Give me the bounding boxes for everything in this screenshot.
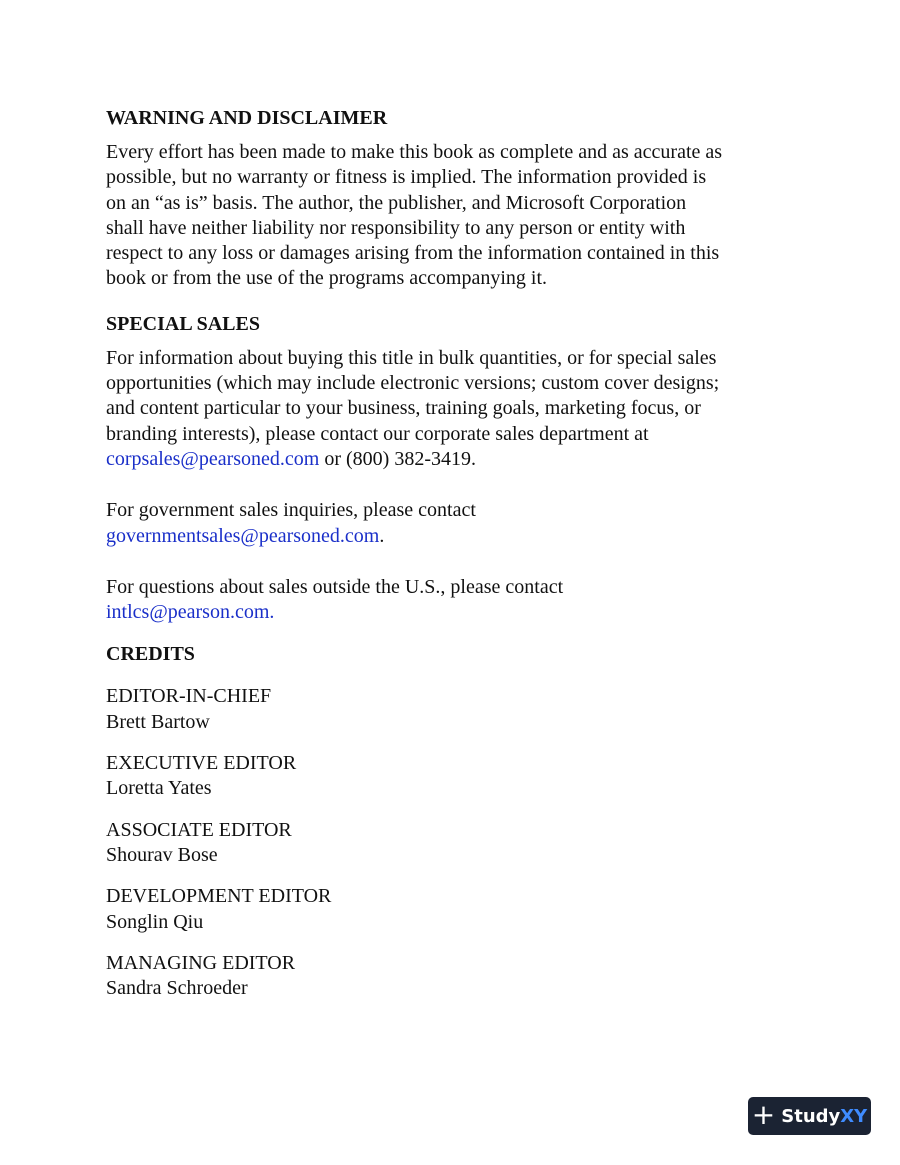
warning-disclaimer-heading: WARNING AND DISCLAIMER xyxy=(106,107,388,129)
international-sales-text xyxy=(106,575,806,626)
credits-list xyxy=(106,684,806,1001)
warning-disclaimer-text xyxy=(106,140,806,292)
credits-heading: CREDITS xyxy=(106,643,195,666)
credit-role: DEVELOPMENT EDITOR xyxy=(106,885,332,908)
corp-sales-phone: or (800) 382-3419. xyxy=(319,447,476,470)
badge-label-main: Study xyxy=(781,1105,841,1127)
credit-name: Brett Bartow xyxy=(106,710,210,733)
plus-icon: + xyxy=(751,1097,776,1131)
warning-line: respect to any loss or damages arising from the information contained in this xyxy=(106,242,720,265)
warning-line: Every effort has been made to make this book as complete and as accurate as xyxy=(106,141,723,163)
badge-label-accent: XY xyxy=(840,1105,868,1127)
warning-line: book or from the use of the programs accompanying it. xyxy=(106,267,547,290)
special-sales-text xyxy=(106,346,806,472)
warning-line: shall have neither liability nor responsibility to any person or entity with xyxy=(106,216,686,239)
credit-role: EXECUTIVE EDITOR xyxy=(106,752,297,775)
credit-name: Shourav Bose xyxy=(106,843,218,866)
studyxy-badge[interactable] xyxy=(748,1097,871,1135)
special-sales-line: and content particular to your business, training goals, marketing focus, or xyxy=(106,397,701,420)
government-sales-text xyxy=(106,498,806,549)
credit-entry xyxy=(106,818,806,869)
credit-entry xyxy=(106,951,806,1002)
credit-name: Sandra Schroeder xyxy=(106,977,248,1000)
credit-name: Songlin Qiu xyxy=(106,910,204,933)
credit-role: MANAGING EDITOR xyxy=(106,951,296,974)
credit-role: EDITOR-IN-CHIEF xyxy=(106,685,272,708)
warning-line: possible, but no warranty or fitness is implied. The information provided is xyxy=(106,166,707,189)
credit-name: Loretta Yates xyxy=(106,777,212,800)
government-sales-contact-line xyxy=(106,524,806,549)
credit-entry xyxy=(106,684,806,735)
special-sales-heading: SPECIAL SALES xyxy=(106,312,260,335)
document-page xyxy=(106,106,806,1001)
international-sales-line: For questions about sales outside the U.S., please contact xyxy=(106,575,564,598)
international-sales-email-link[interactable]: intlcs@pearson.com. xyxy=(106,601,275,624)
special-sales-line: For information about buying this title in bulk quantities, or for special sales xyxy=(106,346,717,369)
government-sales-line: For government sales inquiries, please contact xyxy=(106,499,476,522)
credit-role: ASSOCIATE EDITOR xyxy=(106,818,292,841)
government-sales-email-link[interactable]: governmentsales@pearsoned.com xyxy=(106,524,380,547)
corp-sales-email-link[interactable]: corpsales@pearsoned.com xyxy=(106,447,320,470)
government-sales-suffix: . xyxy=(379,524,385,547)
warning-line: on an “as is” basis. The author, the publisher, and Microsoft Corporation xyxy=(106,191,687,214)
corp-sales-contact-line xyxy=(106,447,806,472)
special-sales-line: opportunities (which may include electronic versions; custom cover designs; xyxy=(106,372,720,395)
credit-entry xyxy=(106,751,806,802)
badge-label xyxy=(781,1106,867,1127)
special-sales-line: branding interests), please contact our corporate sales department at xyxy=(106,422,649,445)
credit-entry xyxy=(106,884,806,935)
